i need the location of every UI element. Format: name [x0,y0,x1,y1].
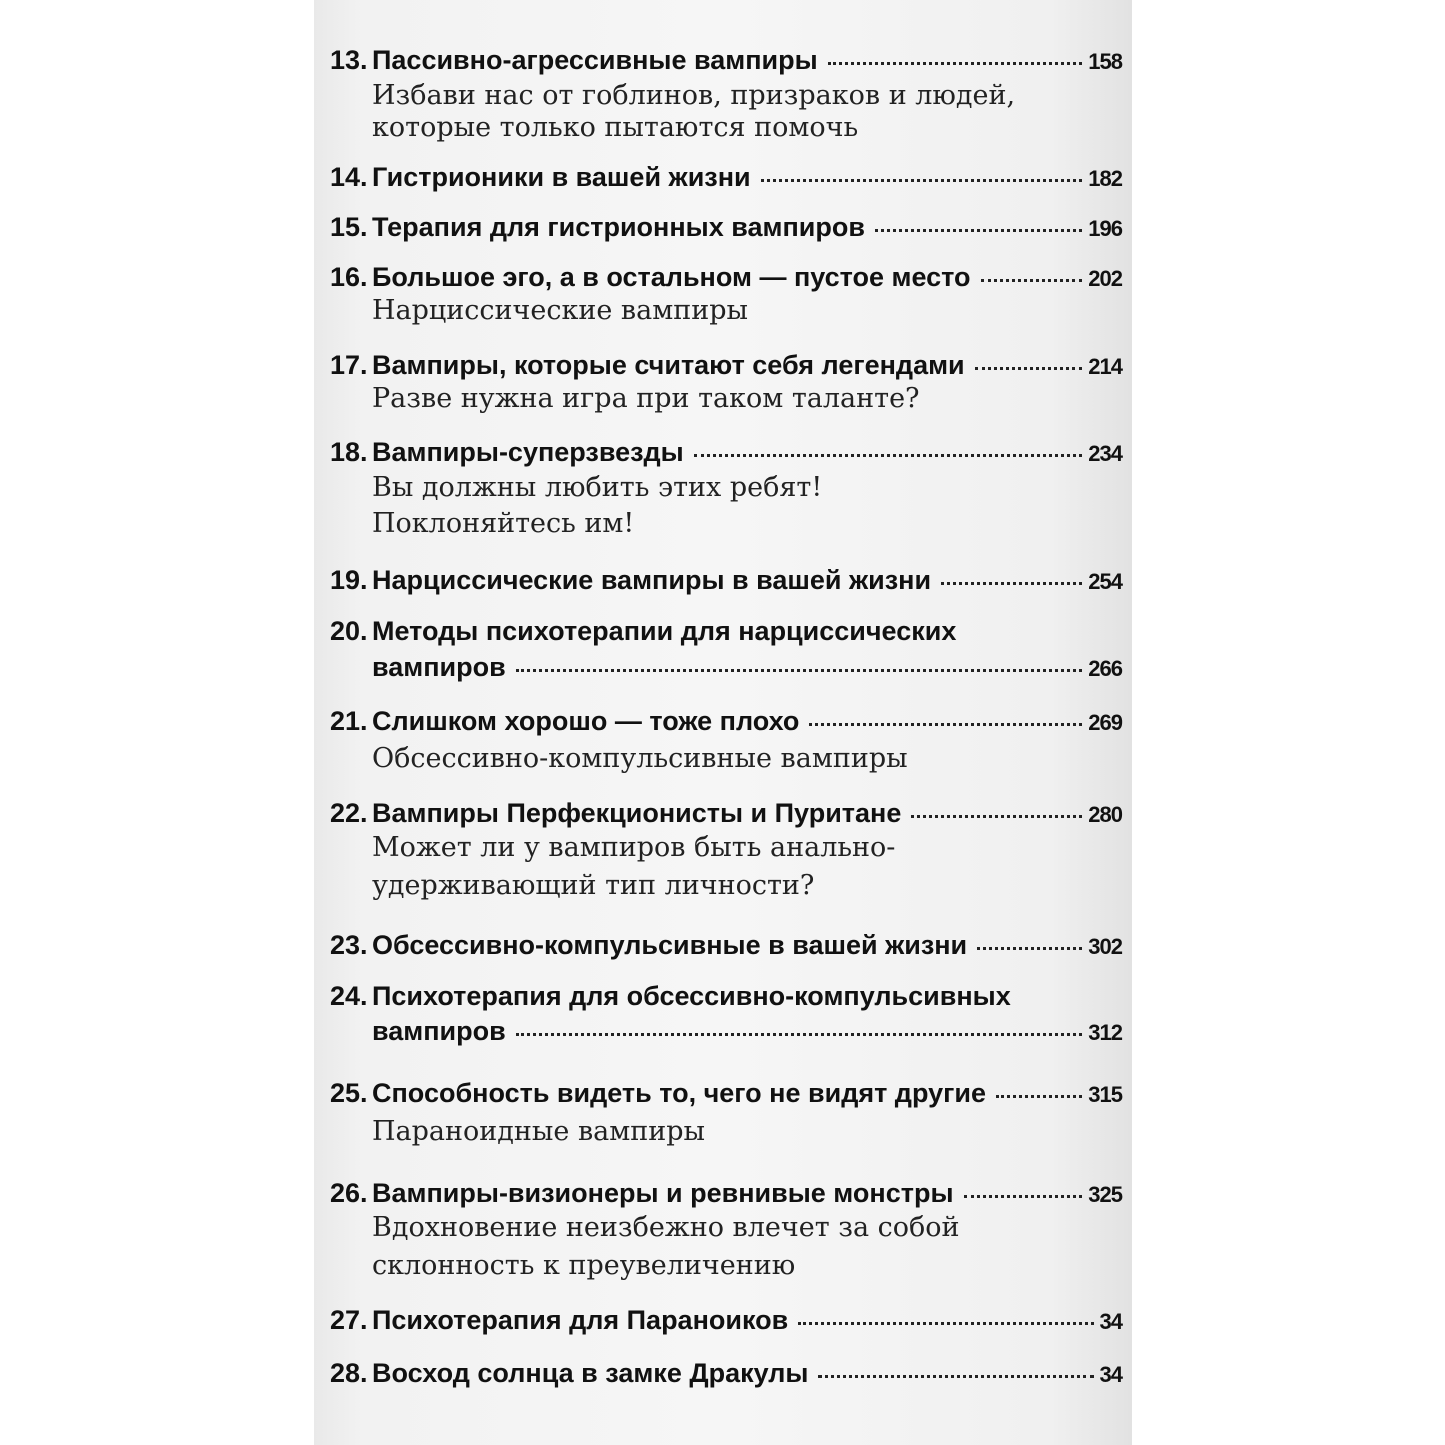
entry-title: Восход солнца в замке Дракулы [372,1358,809,1388]
entry-number: 22. [330,798,368,828]
entry-number: 14. [330,162,368,192]
dot-leader [761,178,1083,182]
entry-page: 325 [1088,1182,1122,1207]
entry-title: Психотерапия для Параноиков [372,1305,789,1335]
entry-title: Слишком хорошо — тоже плохо [372,706,800,736]
entry-title: Пассивно-агрессивные вампиры [372,45,818,75]
entry-title: Методы психотерапии для нарциссических [372,616,957,646]
entry-subtitle: Может ли у вампиров быть анально- [372,832,896,863]
dot-leader [981,278,1083,282]
entry-page: 280 [1088,802,1122,827]
entry-number: 24. [330,981,368,1011]
entry-number: 13. [330,45,368,75]
dot-leader [975,366,1083,370]
entry-subtitle: Вы должны любить этих ребят! [372,472,823,503]
entry-subtitle: Поклоняйтесь им! [372,508,635,539]
dot-leader [694,453,1083,457]
entry-page: 312 [1088,1020,1122,1045]
entry-page: 202 [1088,266,1122,291]
entry-number: 19. [330,565,368,595]
entry-number: 25. [330,1078,368,1108]
entry-subtitle: Вдохновение неизбежно влечет за собой [372,1212,960,1243]
entry-page: 269 [1088,710,1122,735]
entry-page: 182 [1088,166,1122,191]
entry-page: 196 [1088,216,1122,241]
dot-leader [996,1094,1082,1098]
dot-leader [798,1321,1093,1325]
entry-title: Способность видеть то, чего не видят другие [372,1078,986,1108]
entry-number: 26. [330,1178,368,1208]
entry-title: Вампиры-визионеры и ревнивые монстры [372,1178,954,1208]
entry-subtitle: склонность к преувеличению [372,1250,796,1281]
entry-page: 214 [1088,354,1122,379]
entry-number: 23. [330,930,368,960]
entry-number: 18. [330,437,368,467]
dot-leader [977,946,1082,950]
entry-subtitle: Нарциссические вампиры [372,295,748,326]
dot-leader [828,61,1083,65]
entry-title: Большое эго, а в остальном — пустое место [372,262,971,292]
dot-leader [516,1032,1083,1036]
dot-leader [809,722,1082,726]
dot-leader [911,814,1082,818]
entry-title: Гистрионики в вашей жизни [372,162,751,192]
entry-title: Обсессивно-компульсивные в вашей жизни [372,930,968,960]
dot-leader [875,228,1082,232]
entry-subtitle: Разве нужна игра при таком таланте? [372,383,920,414]
entry-title: Терапия для гистрионных вампиров [372,212,865,242]
entry-subtitle: Обсессивно-компульсивные вампиры [372,743,908,774]
entry-title: Нарциссические вампиры в вашей жизни [372,565,932,595]
entry-page: 266 [1088,656,1122,681]
dot-leader [516,668,1083,672]
entry-title-continued: вампиров [372,1016,506,1046]
dot-leader [818,1374,1093,1378]
entry-title: Вампиры, которые считают себя легендами [372,350,965,380]
entry-number: 28. [330,1358,368,1388]
entry-number: 27. [330,1305,368,1335]
entry-page: 302 [1088,934,1122,959]
entry-page: 234 [1088,441,1122,466]
entry-page: 34 [1099,1309,1122,1334]
entry-title: Вампиры Перфекционисты и Пуритане [372,798,902,828]
entry-subtitle: Параноидные вампиры [372,1116,706,1147]
entry-number: 16. [330,262,368,292]
entry-subtitle: которые только пытаются помочь [372,112,859,143]
book-page [314,0,1132,1445]
entry-title: Вампиры-суперзвезды [372,437,684,467]
entry-page: 34 [1099,1362,1122,1387]
entry-page: 158 [1088,49,1122,74]
entry-subtitle: удерживающий тип личности? [372,870,815,901]
entry-page: 315 [1088,1082,1122,1107]
entry-number: 15. [330,212,368,242]
entry-number: 17. [330,350,368,380]
entry-page: 254 [1088,569,1122,594]
entry-number: 21. [330,706,368,736]
dot-leader [941,581,1082,585]
entry-subtitle: Избави нас от гоблинов, призраков и людей, [372,80,1016,111]
entry-title-continued: вампиров [372,652,506,682]
entry-title: Психотерапия для обсессивно-компульсивных [372,981,1011,1011]
dot-leader [964,1194,1083,1198]
entry-number: 20. [330,616,368,646]
